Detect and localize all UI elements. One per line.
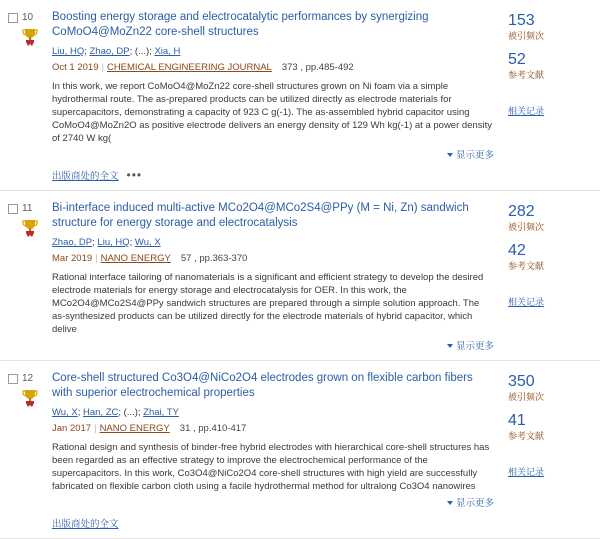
trophy-icon — [22, 28, 38, 46]
record-authors — [52, 407, 494, 419]
show-more-button[interactable] — [447, 495, 494, 509]
show-more-row — [52, 147, 494, 161]
citations-label: 被引频次 — [508, 222, 545, 232]
record-number: 10 — [22, 12, 34, 23]
author-link[interactable]: Han, ZC — [82, 407, 119, 418]
chevron-down-icon — [447, 153, 453, 157]
record-content — [52, 371, 504, 530]
record-authors — [52, 237, 494, 249]
meta-divider: | — [94, 423, 97, 434]
record-select-column — [6, 201, 52, 352]
show-more-label: 显示更多 — [455, 341, 494, 352]
references-label: 参考文献 — [508, 261, 545, 271]
record-abstract: Rational design and synthesis of binder-free hybrid electrodes with hierarchical core-shell structures has been regarded as an effective strategy to improve the electrochemical performance of the supercapacitors. In this work, Co3O4@NiCo2O4 core-shell structures with high yield are successfully fabricated on flexible carbon cloth using a facile hydrothermal method for ultralong Co3O4 nanowires — [52, 442, 490, 492]
volume-pages: 373 , pp.485-492 — [281, 62, 354, 73]
publication-date: Oct 1 2019 — [52, 62, 99, 73]
record-select-row — [4, 373, 54, 384]
citations-block — [508, 12, 594, 42]
author-separator: ; — [84, 46, 90, 57]
references-block — [508, 412, 594, 442]
show-more-row — [52, 495, 494, 509]
journal-link[interactable]: NANO ENERGY — [99, 423, 170, 434]
record-content — [52, 10, 504, 182]
record-checkbox[interactable] — [8, 13, 18, 23]
citations-label: 被引频次 — [508, 31, 545, 41]
show-more-button[interactable] — [447, 338, 494, 352]
record-content — [52, 201, 504, 352]
result-record — [0, 191, 600, 361]
full-text-link[interactable]: 出版商处的全文 — [52, 519, 119, 530]
related-records-link[interactable]: 相关记录 — [508, 467, 545, 477]
full-text-link[interactable]: 出版商处的全文 — [52, 171, 119, 182]
author-link[interactable]: Zhao, DP — [89, 46, 130, 57]
author-separator: ; — [77, 407, 83, 418]
references-count[interactable]: 52 — [508, 51, 526, 68]
volume-pages: 31 , pp.410-417 — [179, 423, 247, 434]
ellipsis-icon[interactable]: ••• — [126, 167, 143, 182]
record-footer — [52, 168, 494, 182]
references-block — [508, 242, 594, 272]
record-number: 12 — [22, 373, 34, 384]
publication-date: Mar 2019 — [52, 253, 93, 264]
show-more-button[interactable] — [447, 147, 494, 161]
author-separator: ; — [129, 237, 135, 248]
show-more-row — [52, 338, 494, 352]
author-separator: ; — [92, 237, 98, 248]
trophy-icon — [22, 389, 38, 407]
author-separator: ; (...); — [118, 407, 144, 418]
author-link[interactable]: Wu, X — [52, 407, 78, 418]
record-number: 11 — [22, 203, 33, 214]
related-records-link[interactable]: 相关记录 — [508, 106, 545, 116]
record-abstract: In this work, we report CoMoO4@MoZn22 core-shell structures grown on Ni foam via a simple hydrothermal route. The as-prepared products can be utilized directly as electrode materials for supercapacitors, demonstrating a capacity of 923 C g(-1). The as-assembled hybrid capacitor using CoMoO4@MoZn2O as positive electrode delivers an energy density of 129 Wh kg(-1) at a power density of 2740 W kg( — [52, 81, 492, 144]
record-authors — [52, 46, 494, 58]
show-more-label: 显示更多 — [455, 150, 494, 161]
author-link[interactable]: Zhai, TY — [143, 407, 179, 418]
author-link[interactable]: Liu, HQ — [52, 46, 85, 57]
author-link[interactable]: Liu, HQ — [97, 237, 130, 248]
record-select-column — [6, 371, 52, 530]
references-label: 参考文献 — [508, 70, 545, 80]
result-record — [0, 0, 600, 191]
references-label: 参考文献 — [508, 431, 545, 441]
citations-block — [508, 373, 594, 403]
record-checkbox[interactable] — [8, 204, 18, 214]
journal-link[interactable]: NANO ENERGY — [100, 253, 171, 264]
record-select-column — [6, 10, 52, 182]
record-metrics — [504, 371, 594, 530]
author-link[interactable]: Xia, H — [154, 46, 181, 57]
references-count[interactable]: 42 — [508, 242, 526, 259]
citations-label: 被引频次 — [508, 392, 545, 402]
record-checkbox[interactable] — [8, 374, 18, 384]
show-more-label: 显示更多 — [455, 498, 494, 509]
record-title-link[interactable]: Core-shell structured Co3O4@NiCo2O4 electrodes grown on flexible carbon fibers with superior electrochemical properties — [52, 372, 473, 399]
record-metrics — [504, 201, 594, 352]
result-record — [0, 361, 600, 539]
chevron-down-icon — [447, 501, 453, 505]
author-link[interactable]: Zhao, DP — [52, 237, 93, 248]
journal-link[interactable]: CHEMICAL ENGINEERING JOURNAL — [106, 62, 272, 73]
references-block — [508, 51, 594, 81]
author-link[interactable]: Wu, X — [134, 237, 161, 248]
citations-count[interactable]: 153 — [508, 12, 535, 29]
citations-count[interactable]: 282 — [508, 203, 535, 220]
volume-pages: 57 , pp.363-370 — [180, 253, 248, 264]
record-title-link[interactable]: Boosting energy storage and electrocatalytic performances by synergizing CoMoO4@MoZn22 core-shell structures — [52, 11, 429, 38]
author-separator: ; (...); — [129, 46, 155, 57]
related-records-link[interactable]: 相关记录 — [508, 297, 545, 307]
citations-block — [508, 203, 594, 233]
meta-divider: | — [95, 253, 98, 264]
chevron-down-icon — [447, 344, 453, 348]
trophy-icon — [22, 219, 38, 237]
citations-count[interactable]: 350 — [508, 373, 535, 390]
record-meta — [52, 253, 494, 265]
record-footer — [52, 516, 494, 530]
record-meta — [52, 62, 494, 74]
meta-divider: | — [101, 62, 104, 73]
record-metrics — [504, 10, 594, 182]
references-count[interactable]: 41 — [508, 412, 526, 429]
record-select-row — [4, 12, 54, 23]
record-title-link[interactable]: Bi-interface induced multi-active MCo2O4@MCo2S4@PPy (M = Ni, Zn) sandwich structure for energy storage and electrocatalysis — [52, 202, 469, 229]
record-abstract: Rational interface tailoring of nanomaterials is a significant and efficient strategy to develop the desired electrode materials for energy storage and electrocatalysis for OER. In this work, the MCo2O4@MCo2S4@PPy sandwich structures are prepared through a simple solution approach. The as-synthesized products can be utilized directly for the electrode materials of hybrid capacitor, which delive — [52, 272, 484, 335]
publication-date: Jan 2017 — [52, 423, 92, 434]
record-select-row — [4, 203, 54, 214]
record-meta — [52, 423, 494, 435]
